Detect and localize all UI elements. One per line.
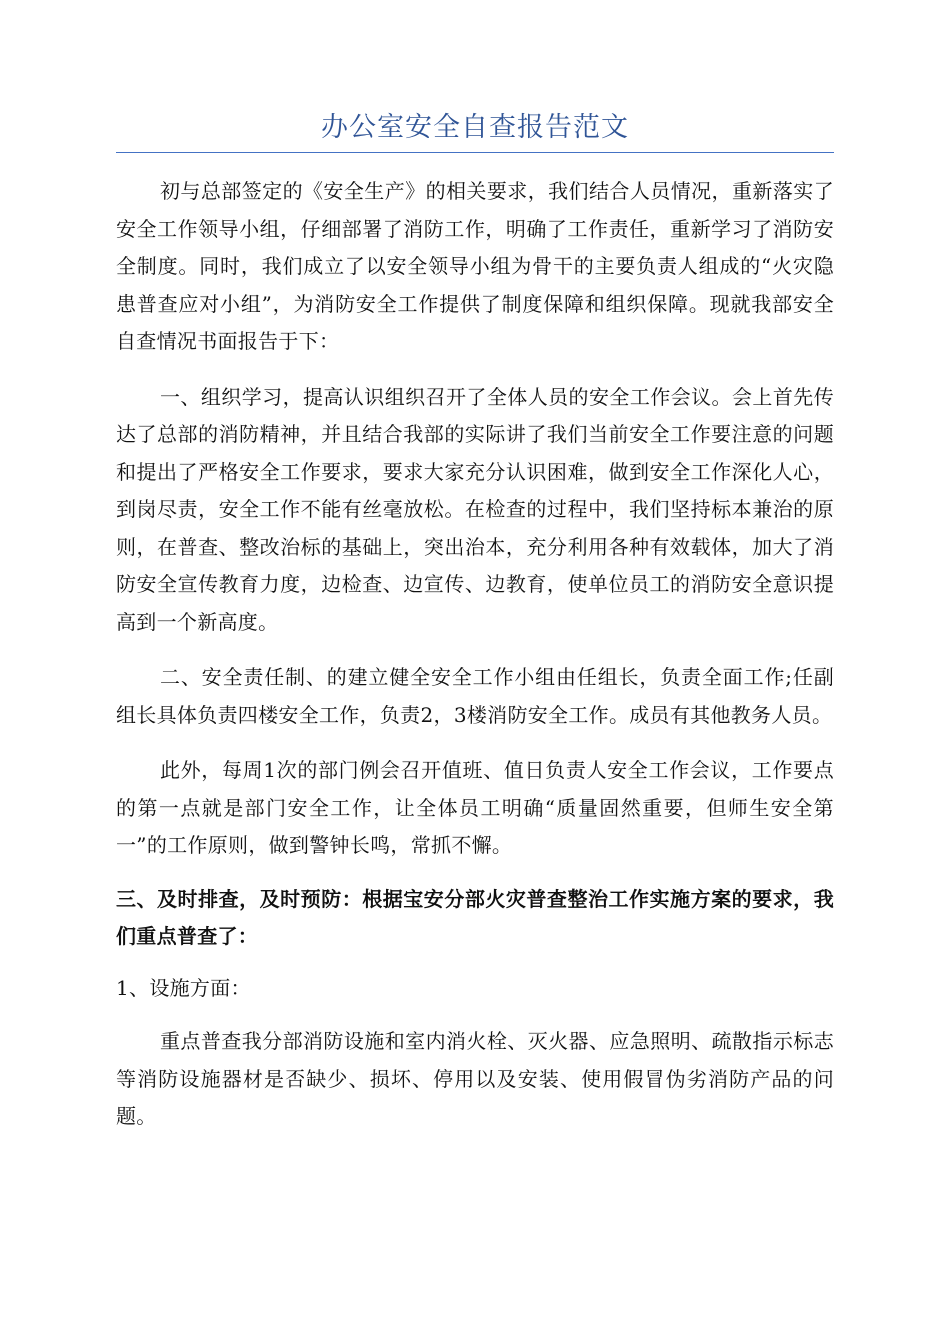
paragraph-weekly-meeting: 此外，每周1次的部门例会召开值班、值日负责人安全工作会议，工作要点的第一点就是部门安全工作，让全体员工明确“质量固然重要，但师生安全第一”的工作原则，做到警钟长鸣，常抓不懈。	[116, 758, 834, 857]
section-heading-3: 三、及时排查，及时预防：根据宝安分部火灾普查整治工作实施方案的要求，我们重点普查了：	[116, 886, 834, 948]
subheading-facilities: 1、设施方面：	[116, 975, 251, 1000]
document-title: 办公室安全自查报告范文	[116, 108, 834, 153]
document-page	[116, 108, 834, 1136]
paragraph-section-2: 二、安全责任制、的建立健全安全工作小组由任组长，负责全面工作;任副组长具体负责四楼安全工作，负责2，3楼消防安全工作。成员有其他教务人员。	[116, 665, 834, 727]
paragraph-intro: 初与总部签定的《安全生产》的相关要求，我们结合人员情况，重新落实了安全工作领导小组，仔细部署了消防工作，明确了工作责任，重新学习了消防安全制度。同时，我们成立了以安全领导小组为骨干的主要负责人组成的“火灾隐患普查应对小组”，为消防安全工作提供了制度保障和组织保障。现就我部安全自查情况书面报告于下：	[116, 179, 834, 353]
paragraph-facilities: 重点普查我分部消防设施和室内消火栓、灭火器、应急照明、疏散指示标志等消防设施器材是否缺少、损坏、停用以及安装、使用假冒伪劣消防产品的问题。	[116, 1029, 834, 1128]
paragraph-section-1: 一、组织学习，提高认识组织召开了全体人员的安全工作会议。会上首先传达了总部的消防精神，并且结合我部的实际讲了我们当前安全工作要注意的问题和提出了严格安全工作要求，要求大家充分认识困难，做到安全工作深化人心，到岗尽责，安全工作不能有丝毫放松。在检查的过程中，我们坚持标本兼治的原则，在普查、整改治标的基础上，突出治本，充分利用各种有效载体，加大了消防安全宣传教育力度，边检查、边宣传、边教育，使单位员工的消防安全意识提高到一个新高度。	[116, 384, 834, 634]
